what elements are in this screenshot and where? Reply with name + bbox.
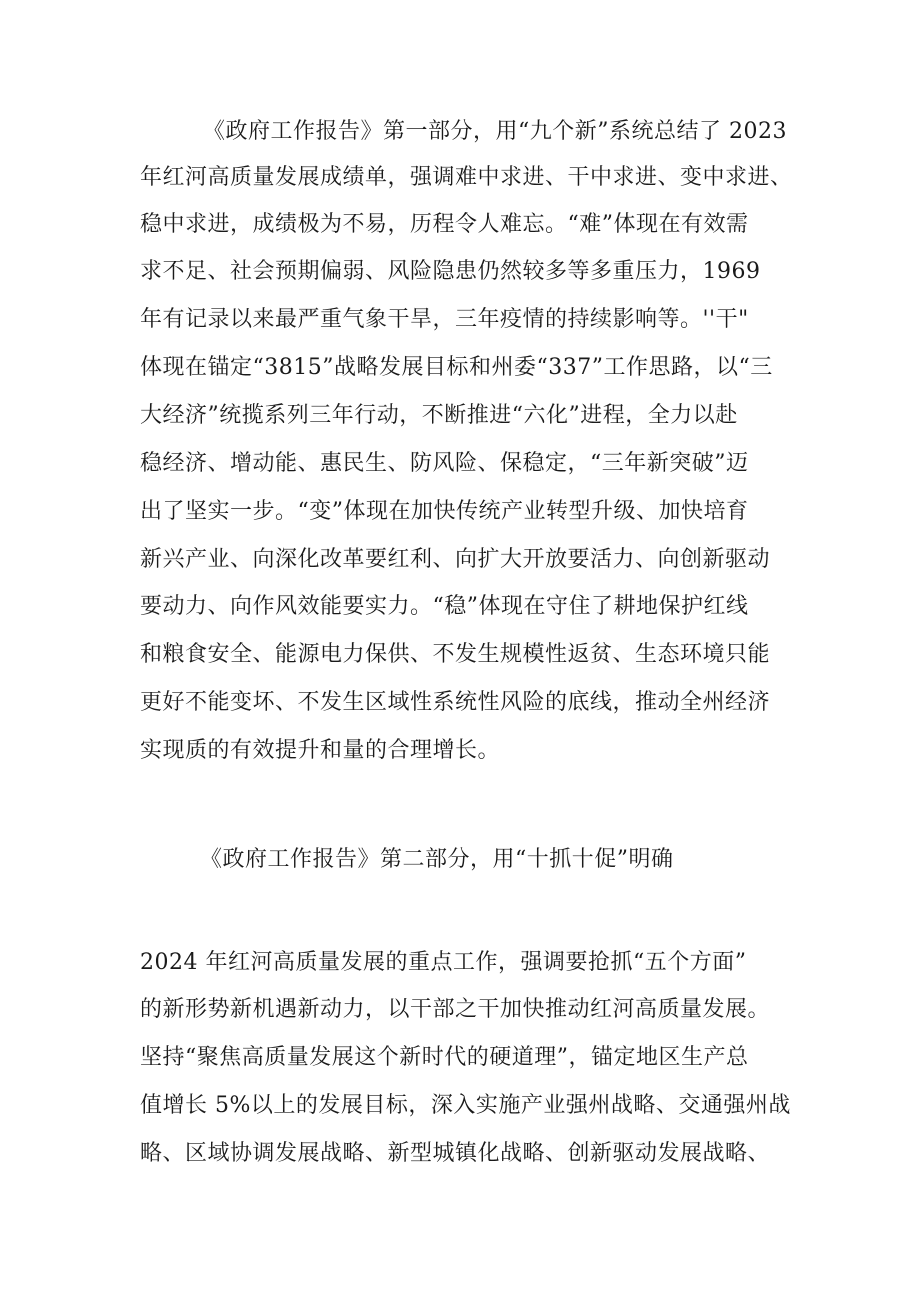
paragraph-1-line-2: 年红河高质量发展成绩单，强调难中求进、干中求进、变中求进、 [140, 165, 793, 190]
paragraph-1-line-3: 稳中求进，成绩极为不易，历程令人难忘。“难”体现在有效需 [140, 212, 749, 237]
paragraph-1-line-14: 实现质的有效提升和量的合理增长。 [140, 738, 501, 763]
paragraph-1-line-4: 求不足、社会预期偏弱、风险隐患仍然较多等多重压力，1969 [140, 259, 761, 284]
paragraph-1-line-9: 出了坚实一步。“变”体现在加快传统产业转型升级、加快培育 [140, 499, 749, 524]
paragraph-3-line-5: 略、区域协调发展战略、新型城镇化战略、创新驱动发展战略、 [140, 1141, 771, 1166]
paragraph-3-line-4: 值增长 5%以上的发展目标，深入实施产业强州战略、交通强州战 [140, 1093, 791, 1118]
paragraph-3-line-1: 2024 年红河高质量发展的重点工作，强调要抢抓“五个方面” [140, 950, 747, 975]
paragraph-3-line-2: 的新形势新机遇新动力，以干部之干加快推动红河高质量发展。 [140, 997, 771, 1022]
paragraph-1-line-5: 年有记录以来最严重气象干旱，三年疫情的持续影响等。''干" [140, 307, 749, 332]
paragraph-3-line-3: 坚持“聚焦高质量发展这个新时代的硬道理”，锚定地区生产总 [140, 1045, 749, 1070]
paragraph-1-line-7: 大经济”统揽系列三年行动，不断推进“六化”进程，全力以赴 [140, 403, 738, 428]
paragraph-1-line-10: 新兴产业、向深化改革要红利、向扩大开放要活力、向创新驱动 [140, 547, 771, 572]
paragraph-1-line-11: 要动力、向作风效能要实力。“稳”体现在守住了耕地保护红线 [140, 594, 749, 619]
paragraph-1-line-12: 和粮食安全、能源电力保供、不发生规模性返贫、生态环境只能 [140, 642, 771, 667]
paragraph-1-line-6: 体现在锚定“3815”战略发展目标和州委“337”工作思路，以“三 [140, 355, 773, 380]
paragraph-1-line-1: 《政府工作报告》第一部分，用“九个新”系统总结了 2023 [203, 119, 787, 144]
paragraph-1-line-8: 稳经济、增动能、惠民生、防风险、保稳定，“三年新突破”迈 [140, 451, 749, 476]
paragraph-1-line-13: 更好不能变坏、不发生区域性系统性风险的底线，推动全州经济 [140, 690, 771, 715]
section-heading: 《政府工作报告》第二部分，用“十抓十促”明确 [200, 847, 674, 872]
